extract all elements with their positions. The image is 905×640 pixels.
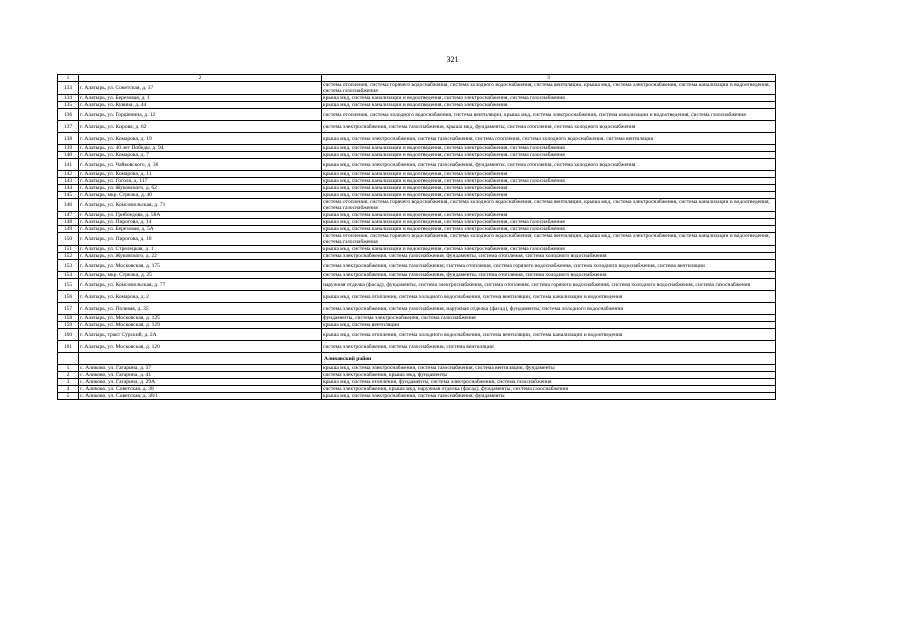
table-row bbox=[58, 279, 776, 291]
row-works: система электроснабжения, система газоснабжения, крыша мкд, фундаменты, система отопления, система холодного водоснабжения bbox=[322, 121, 776, 133]
table-header-row bbox=[58, 75, 776, 82]
row-works: крыша мкд, система электроснабжения, система газоснабжения, система вентиляции, фундаменты bbox=[322, 365, 776, 372]
row-works: система электроснабжения, система газоснабжения, система вентиляции bbox=[322, 341, 776, 353]
row-works: фундаменты, система электроснабжения, система газоснабжения bbox=[322, 315, 776, 322]
row-works: крыша мкд, система канализации и водоотведения, система электроснабжения bbox=[322, 185, 776, 192]
table-row bbox=[58, 246, 776, 253]
table-row bbox=[58, 372, 776, 379]
row-number: 155 bbox=[58, 279, 79, 291]
table-row bbox=[58, 315, 776, 322]
table-row bbox=[58, 303, 776, 315]
row-number: 158 bbox=[58, 315, 79, 322]
table-row bbox=[58, 185, 776, 192]
table-row bbox=[58, 379, 776, 386]
row-address: г. Алатырь, ул. Березовая, д. 1 bbox=[79, 95, 322, 102]
row-works: крыша мкд, система канализации и водоотведения, система электроснабжения bbox=[322, 102, 776, 109]
table-row bbox=[58, 253, 776, 260]
table-row bbox=[58, 233, 776, 246]
row-address: г. Алатырь, ул. Чайковского, д. 36 bbox=[79, 159, 322, 171]
row-number: 149 bbox=[58, 226, 79, 233]
row-works: система электроснабжения, система газоснабжения, система отопления, система горячего водоснабжения, система холодного водоснабжения, система вентиляции bbox=[322, 260, 776, 272]
row-address: г. Алатырь, ул. Березовая, д. 5А bbox=[79, 226, 322, 233]
row-address: г. Алатырь, ул. 40 лет Победы, д. 94 bbox=[79, 145, 322, 152]
row-number: 156 bbox=[58, 291, 79, 303]
row-address: г. Алатырь, ул. Московская, д. 120 bbox=[79, 341, 322, 353]
row-address: г. Алатырь, ул. Кувина, д. 44 bbox=[79, 102, 322, 109]
section-empty-cell bbox=[58, 353, 79, 365]
table-row bbox=[58, 219, 776, 226]
table-row bbox=[58, 133, 776, 145]
row-address: г. Алатырь, ул. Жуковского, д. 62 bbox=[79, 185, 322, 192]
row-works: крыша мкд, система канализации и водоотведения, система электроснабжения, система газоснабжения bbox=[322, 95, 776, 102]
row-address: г. Алатырь, ул. Московская, д. 125 bbox=[79, 315, 322, 322]
row-address: г. Алатырь, ул. Пирогова, д. 14 bbox=[79, 219, 322, 226]
row-number: 133 bbox=[58, 82, 79, 95]
row-works: крыша мкд, система отопления, фундаменты, система электроснабжения, система газоснабжения bbox=[322, 379, 776, 386]
row-address: г. Алатырь, мкр. Стрелка, д. 25 bbox=[79, 272, 322, 279]
row-works: наружная отделка (фасад), фундаменты, система электроснабжения, система отопления, система горячего водоснабжения, система холодного водоснабжения, система газоснабжения bbox=[322, 279, 776, 291]
table-row bbox=[58, 102, 776, 109]
row-number: 4 bbox=[58, 386, 79, 393]
row-address: г. Алатырь, ул. Комарова, д. 19 bbox=[79, 133, 322, 145]
row-number: 137 bbox=[58, 121, 79, 133]
row-address: г. Алатырь, ул. Полевая, д. 35 bbox=[79, 303, 322, 315]
row-address: с. Аликово, ул. Гагарина, д. 41 bbox=[79, 372, 322, 379]
row-number: 159 bbox=[58, 322, 79, 329]
row-number: 143 bbox=[58, 178, 79, 185]
row-number: 145 bbox=[58, 192, 79, 199]
table-row bbox=[58, 95, 776, 102]
row-address: г. Алатырь, ул. Комсомольская, д. 77 bbox=[79, 279, 322, 291]
section-header-row bbox=[58, 353, 776, 365]
row-number: 150 bbox=[58, 233, 79, 246]
table-row bbox=[58, 365, 776, 372]
table-row bbox=[58, 291, 776, 303]
row-works: крыша мкд, система электроснабжения, система газоснабжения, фундаменты bbox=[322, 393, 776, 400]
table-row bbox=[58, 178, 776, 185]
row-number: 153 bbox=[58, 260, 79, 272]
table-row bbox=[58, 192, 776, 199]
section-empty-cell bbox=[79, 353, 322, 365]
row-works: крыша мкд, система канализации и водоотведения, система электроснабжения bbox=[322, 171, 776, 178]
row-address: г. Алатырь, ул. Грибоедова, д. 58А bbox=[79, 212, 322, 219]
table-row bbox=[58, 199, 776, 212]
row-works: система отопления, система горячего водоснабжения, система холодного водоснабжения, система вентиляции, крыша мкд, система электроснабжения, система канализации и водоотведения, система газоснабжения bbox=[322, 199, 776, 212]
row-works: крыша мкд, система канализации и водоотведения, система электроснабжения bbox=[322, 212, 776, 219]
row-works: система отопления, система горячего водоснабжения, система холодного водоснабжения, система вентиляции, крыша мкд, система электроснабжения, система канализации и водоотведения, система газоснабжения bbox=[322, 82, 776, 95]
works-table bbox=[57, 74, 776, 400]
table-row bbox=[58, 386, 776, 393]
row-number: 144 bbox=[58, 185, 79, 192]
header-col-2: 2 bbox=[79, 75, 322, 82]
row-number: 134 bbox=[58, 95, 79, 102]
row-address: г. Алатырь, ул. Пирогова, д. 10 bbox=[79, 233, 322, 246]
row-works: система электроснабжения, система газоснабжения, наружная отделка (фасад), фундаменты, система холодного водоснабжения bbox=[322, 303, 776, 315]
table-row bbox=[58, 393, 776, 400]
row-address: с. Аликово, ул. Гагарина, д. 29А bbox=[79, 379, 322, 386]
row-address: с. Аликово, ул. Советская, д. 38 bbox=[79, 386, 322, 393]
row-works: крыша мкд, система электроснабжения, система газоснабжения, система отопления, система холодного водоснабжения, система вентиляции bbox=[322, 133, 776, 145]
row-address: г. Алатырь, ул. Горшенина, д. 12 bbox=[79, 109, 322, 121]
row-number: 148 bbox=[58, 219, 79, 226]
row-number: 3 bbox=[58, 379, 79, 386]
table-row bbox=[58, 171, 776, 178]
table-row bbox=[58, 322, 776, 329]
row-works: система отопления, система холодного водоснабжения, система вентиляции, крыша мкд, система электроснабжения, система канализации и водоотведения, система газоснабжения bbox=[322, 109, 776, 121]
table-row bbox=[58, 159, 776, 171]
row-works: система электроснабжения, система газоснабжения, фундаменты, система отопления, система холодного водоснабжения bbox=[322, 272, 776, 279]
row-number: 135 bbox=[58, 102, 79, 109]
table-row bbox=[58, 272, 776, 279]
row-number: 142 bbox=[58, 171, 79, 178]
table-row bbox=[58, 341, 776, 353]
row-works: крыша мкд, система канализации и водоотведения, система электроснабжения, система газоснабжения bbox=[322, 178, 776, 185]
header-col-3: 3 bbox=[322, 75, 776, 82]
row-number: 139 bbox=[58, 145, 79, 152]
row-number: 146 bbox=[58, 199, 79, 212]
row-works: система электроснабжения, система газоснабжения, фундаменты, система отопления, система холодного водоснабжения bbox=[322, 253, 776, 260]
row-number: 151 bbox=[58, 246, 79, 253]
table-row bbox=[58, 152, 776, 159]
row-works: крыша мкд, система электроснабжения, система газоснабжения, фундаменты, система отопления, система холодного водоснабжения bbox=[322, 159, 776, 171]
row-number: 154 bbox=[58, 272, 79, 279]
table-row bbox=[58, 260, 776, 272]
table-row bbox=[58, 212, 776, 219]
row-address: с. Аликово, ул. Советская, д. 38/1 bbox=[79, 393, 322, 400]
row-address: г. Алатырь, ул. Комсомольская, д. 71 bbox=[79, 199, 322, 212]
row-address: с. Аликово, ул. Гагарина, д. 37 bbox=[79, 365, 322, 372]
row-number: 147 bbox=[58, 212, 79, 219]
row-number: 157 bbox=[58, 303, 79, 315]
row-number: 160 bbox=[58, 329, 79, 341]
row-works: крыша мкд, система канализации и водоотведения, система электроснабжения, система газоснабжения bbox=[322, 145, 776, 152]
row-number: 161 bbox=[58, 341, 79, 353]
row-works: крыша мкд, система канализации и водоотведения, система электроснабжения, система газоснабжения bbox=[322, 219, 776, 226]
row-number: 136 bbox=[58, 109, 79, 121]
row-works: крыша мкд, система отопления, система холодного водоснабжения, система вентиляции, система канализации и водоотведения bbox=[322, 291, 776, 303]
row-works: крыша мкд, система вентиляции bbox=[322, 322, 776, 329]
row-address: г. Алатырь, ул. Стрелецкая, д. 1 bbox=[79, 246, 322, 253]
row-works: система электроснабжения, крыша мкд, фундаменты bbox=[322, 372, 776, 379]
row-address: г. Алатырь, ул. Комарова, д. 2 bbox=[79, 291, 322, 303]
row-address: г. Алатырь, ул. Жуковского, д. 22 bbox=[79, 253, 322, 260]
row-works: крыша мкд, система канализации и водоотведения, система электроснабжения, система газоснабжения bbox=[322, 246, 776, 253]
table-row bbox=[58, 82, 776, 95]
row-address: г. Алатырь, ул. Московская, д. 129 bbox=[79, 322, 322, 329]
table-row bbox=[58, 109, 776, 121]
row-works: крыша мкд, система канализации и водоотведения, система электроснабжения bbox=[322, 192, 776, 199]
table-row bbox=[58, 121, 776, 133]
row-number: 2 bbox=[58, 372, 79, 379]
table-row bbox=[58, 329, 776, 341]
row-address: г. Алатырь, тракт Сурский, д. 2А bbox=[79, 329, 322, 341]
page-number: 321 bbox=[446, 55, 459, 64]
row-works: система отопления, система горячего водоснабжения, система холодного водоснабжения, система вентиляции, крыша мкд, система электроснабжения, система канализации и водоотведения, система газоснабжения bbox=[322, 233, 776, 246]
row-number: 1 bbox=[58, 365, 79, 372]
row-address: г. Алатырь, ул. Комарова, д. 11 bbox=[79, 171, 322, 178]
row-address: г. Алатырь, ул. Комарова, д. 7 bbox=[79, 152, 322, 159]
row-number: 152 bbox=[58, 253, 79, 260]
row-address: г. Алатырь, ул. Советская, д. 37 bbox=[79, 82, 322, 95]
section-title: Аликовский район bbox=[322, 353, 776, 365]
row-number: 5 bbox=[58, 393, 79, 400]
row-number: 138 bbox=[58, 133, 79, 145]
row-works: крыша мкд, система канализации и водоотведения, система электроснабжения, система газоснабжения bbox=[322, 226, 776, 233]
row-number: 141 bbox=[58, 159, 79, 171]
row-address: г. Алатырь, ул. Гоголя, д. 117 bbox=[79, 178, 322, 185]
row-works: крыша мкд, система отопления, система холодного водоснабжения, система вентиляции, система канализации и водоотведения bbox=[322, 329, 776, 341]
row-works: крыша мкд, система канализации и водоотведения, система электроснабжения, система газоснабжения bbox=[322, 152, 776, 159]
row-address: г. Алатырь, ул. Московская, д. 175 bbox=[79, 260, 322, 272]
header-col-1: 1 bbox=[58, 75, 79, 82]
row-address: г. Алатырь, ул. Кирова, д. 62 bbox=[79, 121, 322, 133]
row-address: г. Алатырь, мкр. Стрелка, д. 40 bbox=[79, 192, 322, 199]
row-number: 140 bbox=[58, 152, 79, 159]
row-works: система электроснабжения, крыша мкд, наружная отделка (фасад), фундаменты, система газоснабжения bbox=[322, 386, 776, 393]
table-row bbox=[58, 226, 776, 233]
table-row bbox=[58, 145, 776, 152]
